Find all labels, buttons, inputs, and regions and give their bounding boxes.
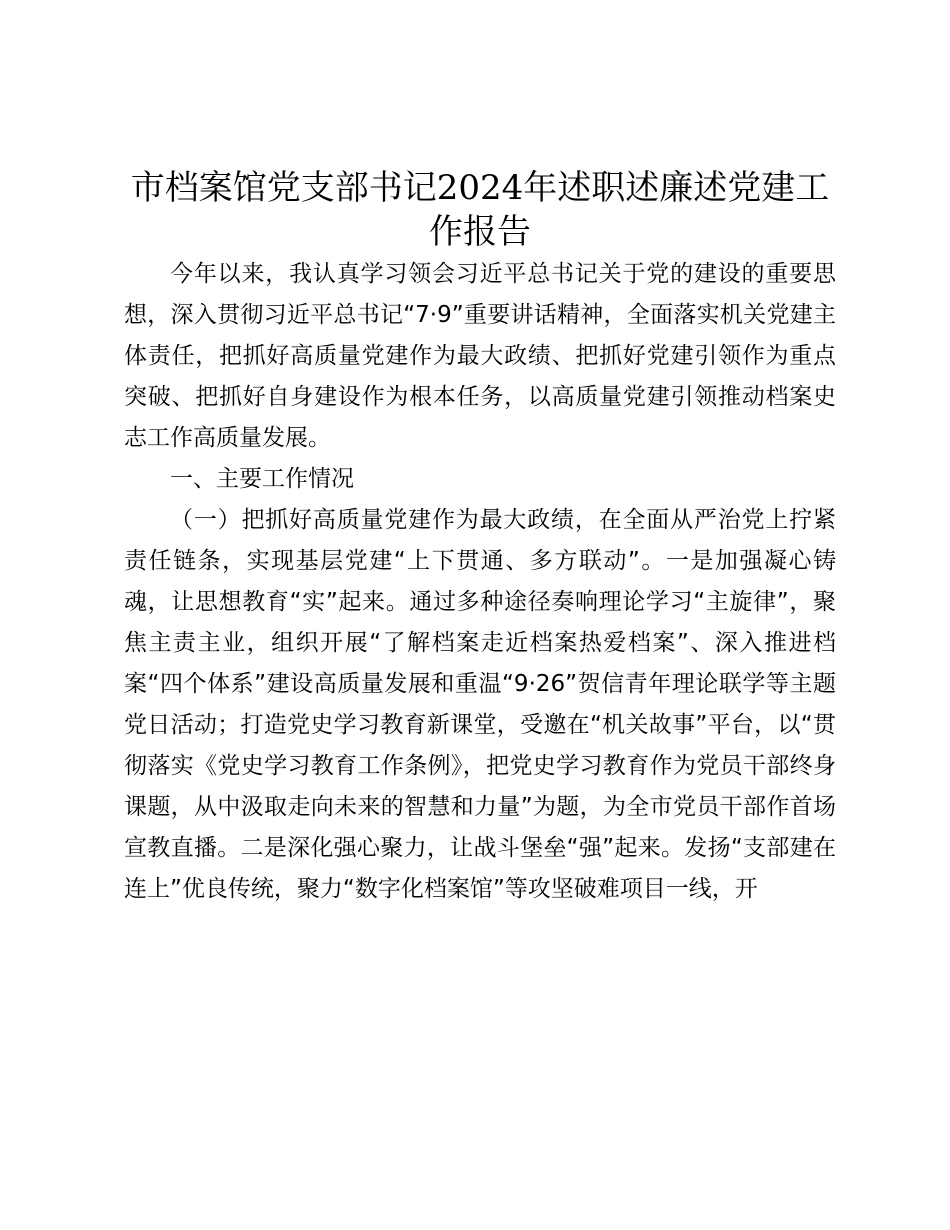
section-paragraph: （一）把抓好高质量党建作为最大政绩，在全面从严治党上拧紧责任链条，实现基层党建“上下贯通、多方联动”。一是加强凝心铸魂，让思想教育“实”起来。通过多种途径奏响理论学习“主旋律”，聚焦主责主业，组织开展“了解档案走近档案热爱档案”、深入推进档案“四个体系”建设高质量发展和重温“9·26”贺信青年理论联学等主题党日活动；打造党史学习教育新课堂，受邀在“机关故事”平台，以“贯彻落实《党史学习教育工作条例》，把党史学习教育作为党员干部终身课题，从中汲取走向未来的智慧和力量”为题，为全市党员干部作首场宣教直播。二是深化强心聚力，让战斗堡垒“强”起来。发扬“支部建在连上”优良传统，聚力“数字化档案馆”等攻坚破难项目一线，开	[124, 507, 836, 902]
intro-paragraph: 今年以来，我认真学习领会习近平总书记关于党的建设的重要思想，深入贯彻习近平总书记“7·9”重要讲话精神，全面落实机关党建主体责任，把抓好高质量党建作为最大政绩、把抓好党建引领作为重点突破、把抓好自身建设作为根本任务，以高质量党建引领推动档案史志工作高质量发展。	[124, 261, 836, 451]
document-title: 市档案馆党支部书记2024年述职述廉述党建工作报告	[130, 168, 830, 252]
document-body	[124, 254, 836, 910]
section-heading: 一、主要工作情况	[170, 466, 354, 492]
